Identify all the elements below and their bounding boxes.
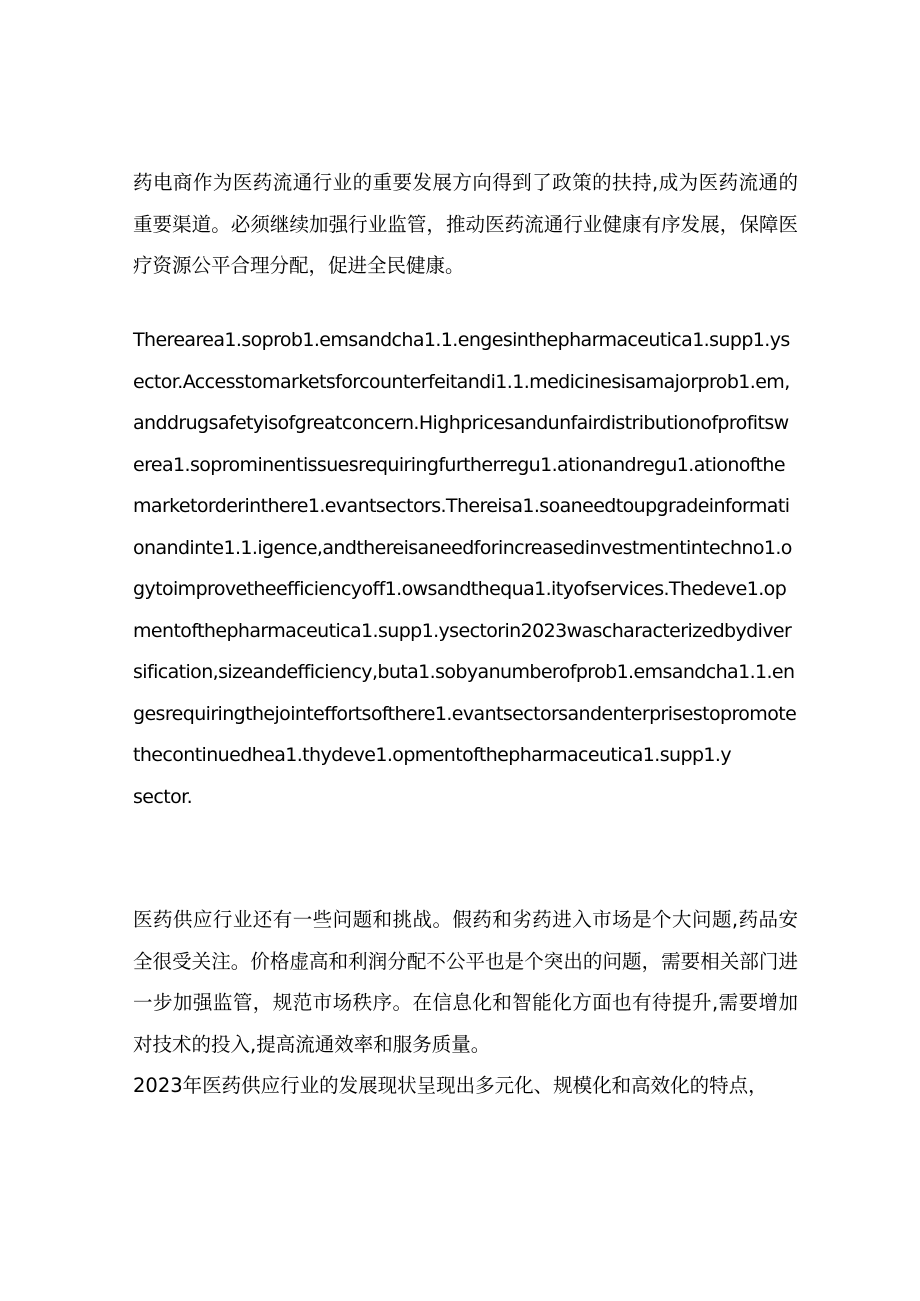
paragraph-english-tail: sector. [133,785,193,808]
paragraph-chinese-status: 2023年医药供应行业的发展现状呈现出多元化、规模化和高效化的特点， [133,1074,768,1097]
paragraph-chinese-intro: 药电商作为医药流通行业的重要发展方向得到了政策的扶持,成为医药流通的重要渠道。必须继续加强行业监管，推动医药流通行业健康有序发展，保障医疗资源公平合理分配，促进全民健康。 [133,171,798,277]
paragraph-chinese-challenges [133,899,798,1107]
paragraph-english-translation [133,320,798,818]
paragraph-english-main: Therearea1.soprob1.emsandcha1.1.engesinthepharmaceutica1.supp1.ysector.Accesstomarketsforcounterfeitandi1.1.medicinesisamajorprob1.em,anddrugsafetyisofgreatconcern.Highpricesandunfairdistributionofprofitswerea1.soprominentissuesrequiringfurtherregu1.ationandregu1.ationofthemarketorderinthere1.evantsectors.Thereisa1.soaneedtoupgradeinformationandinte1.1.igence,andthereisaneedforincreasedinvestmentintechno1.ogytoimprovetheefficiencyoff1.owsandthequa1.ityofservices.Thedeve1.opmentofthepharmaceutica1.supp1.ysectorin2023wascharacterizedbydiversification,sizeandefficiency,buta1.sobyanumberofprob1.emsandcha1.1.engesrequiringthejointeffortsofthere1.evantsectorsandenterprisestopromotethecontinuedhea1.thydeve1.opmentofthepharmaceutica1.supp1.y [133,329,797,766]
paragraph-chinese-problems: 医药供应行业还有一些问题和挑战。假药和劣药进入市场是个大问题,药品安全很受关注。价格虚高和利润分配不公平也是个突出的问题，需要相关部门进一步加强监管，规范市场秩序。在信息化和智能化方面也有待提升,需要增加对技术的投入,提高流通效率和服务质量。 [133,908,798,1056]
